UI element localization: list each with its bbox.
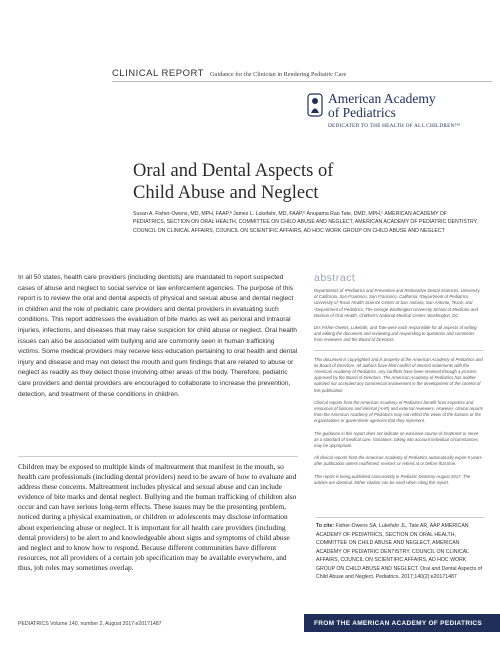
abstract-label: abstract xyxy=(314,272,356,284)
publisher-dedication: DEDICATED TO THE HEALTH OF ALL CHILDREN™ xyxy=(328,123,460,129)
expiry-note: All clinical reports from the American Academy of Pediatrics automatically expire 5 years after publication unless reaffirmed, revised, or retired at or before that time. xyxy=(314,455,482,467)
aap-logo-icon xyxy=(306,92,324,120)
publisher-name-line2: of Pediatrics xyxy=(328,105,396,120)
header-divider xyxy=(112,81,492,82)
copyright-note: This document is copyrighted and is property of the American Academy of Pediatrics and its Board of Directors. All authors have filed conflict of interest statements with the American Academy of Pediatrics. Any conflicts have been resolved through a process approved by the Board of Directors. The American Academy of Pediatrics has neither solicited nor accepted any commercial involvement in the development of the content of this publication. xyxy=(314,356,483,393)
publisher-name-line1: American Academy xyxy=(328,91,436,106)
citation-box xyxy=(316,517,484,582)
article-title-line2: Child Abuse and Neglect xyxy=(133,183,319,203)
report-type: CLINICAL REPORT xyxy=(112,68,204,79)
sidebar xyxy=(314,272,484,492)
abstract-text: In all 50 states, health care providers (including dentists) are mandated to report suspected cases of abuse and neglect to social service or law enforcement agencies. The purpose of this report is to review the oral and dental aspects of physical and sexual abuse and dental neglect in children and the role of pediatric care providers and dental providers in evaluating such conditions. This report addresses the evaluation of bite marks as well as perioral and intraoral injuries, infections, and diseases that may raise suspicion for child abuse or neglect. Oral health issues can also be associated with bullying and are commonly seen in human trafficking victims. Some medical providers may receive less education pertaining to oral health and dental injury and disease and may not detect the mouth and gum findings that are related to abuse or neglect as readily as they detect those involving other areas of the body. Therefore, pediatric care providers and dental providers are encouraged to collaborate to increase the prevention, detection, and treatment of these conditions in children. xyxy=(18,274,298,398)
reviewers-note: Clinical reports from the American Academy of Pediatrics benefit from expertise and resources of liaisons and internal (AAP) and external reviewers. However, clinical reports from the American Academy of Pediatrics may not reflect the views of the liaisons or the organizations or government agencies that they represent. xyxy=(314,399,483,424)
introduction-text: Children may be exposed to multiple kinds of maltreatment that manifest in the mouth, so health care professionals (including dental providers) need to be aware of how to evaluate and address these concerns. Maltreatment includes physical and sexual abuse and can include evidence of bite marks and dental neglect. Bullying and the human trafficking of children also occur and can have serious long-term effects. These issues may be the presenting problem, noticed during a physical examination, or children or adolescents may disclose information about experiencing abuse or neglect. It is important for all health care providers (including dental providers) to be alert to and knowledgeable about signs and symptoms of child abuse and neglect and to know how to respond. Because different communities have different resources, not all providers of a certain job specification may be available everywhere, and thus, job roles may sometimes overlap. xyxy=(18,462,297,572)
article-title-line1: Oral and Dental Aspects of xyxy=(133,161,334,181)
journal-footer: PEDIATRICS Volume 140, number 2, August 2017:e20171487 xyxy=(18,621,162,627)
report-subtitle: Guidance for the Clinician in Rendering Pediatric Care xyxy=(209,71,347,78)
footer-banner-text: FROM THE AMERICAN ACADEMY OF PEDIATRICS xyxy=(314,619,483,627)
affiliations-note: Departments of ᵃPediatrics and Preventive and Restorative Dental Sciences, University of California, San Francisco, San Francisco, California; ᵇDepartment of Pediatrics, University of Texas Health Science Center at San Antonio, San Antonio, Texas; and ᶜDepartment of Pediatrics, The George Washington University School of Medicine and Division of Oral Health, Children's National Medical Center, Washington, DC xyxy=(314,288,480,318)
article-title xyxy=(133,160,463,204)
citation-text: Fisher-Owens SA, Lukefahr JL, Tate AR, AAP AMERICAN ACADEMY OF PEDIATRICS, SECTION ON ORAL HEALTH, COMMITTEE ON CHILD ABUSE AND NEGLECT, AMERICAN ACADEMY OF PEDIATRIC DENTISTRY, COUNCIL ON CLINICAL AFFAIRS, COUNCIL ON SCIENTIFIC AFFAIRS, AD HOC WORK GROUP ON CHILD ABUSE AND NEGLECT. Oral and Dental Aspects of Child Abuse and Neglect. Pediatrics. 2017;140(2):e20171487 xyxy=(316,523,482,580)
concurrent-publication-note: This report is being published concurrently in Pediatric Dentistry August 2017. The articles are identical. Either citation can be used when citing this report. xyxy=(314,473,471,485)
article-authors: Susan A. Fisher-Owens, MD, MPH, FAAP,ª James L. Lukefahr, MD, FAAP,ᵇ Anupama Rao Tate, DMD, MPH,ᶜ AMERICAN ACADEMY OF PEDIATRICS, SECTION ON ORAL HEALTH, COMMITTEE ON CHILD ABUSE AND NEGLECT, AMERICAN ACADEMY OF PEDIATRIC DENTISTRY, COUNCIL ON CLINICAL AFFAIRS, COUNCIL ON SCIENTIFIC AFFAIRS, AD HOC WORK GROUP ON CHILD ABUSE AND NEGLECT xyxy=(133,211,478,234)
publisher-block xyxy=(328,92,494,129)
guidance-note: The guidance in this report does not indicate an exclusive course of treatment or serve as a standard of medical care. Variations, taking into account individual circumstances, may be appropriate. xyxy=(314,430,479,449)
sidebar-divider xyxy=(314,350,484,351)
contributions-note: Drs Fisher-Owens, Lukefahr, and Tate were each responsible for all aspects of writing and editing the document and reviewing and responding to questions and comments from reviewers and the Board of Directors. xyxy=(314,325,477,343)
citation-label: To cite: xyxy=(316,523,335,529)
footer-banner xyxy=(304,614,500,632)
report-header xyxy=(112,68,492,79)
section-divider xyxy=(18,456,298,457)
